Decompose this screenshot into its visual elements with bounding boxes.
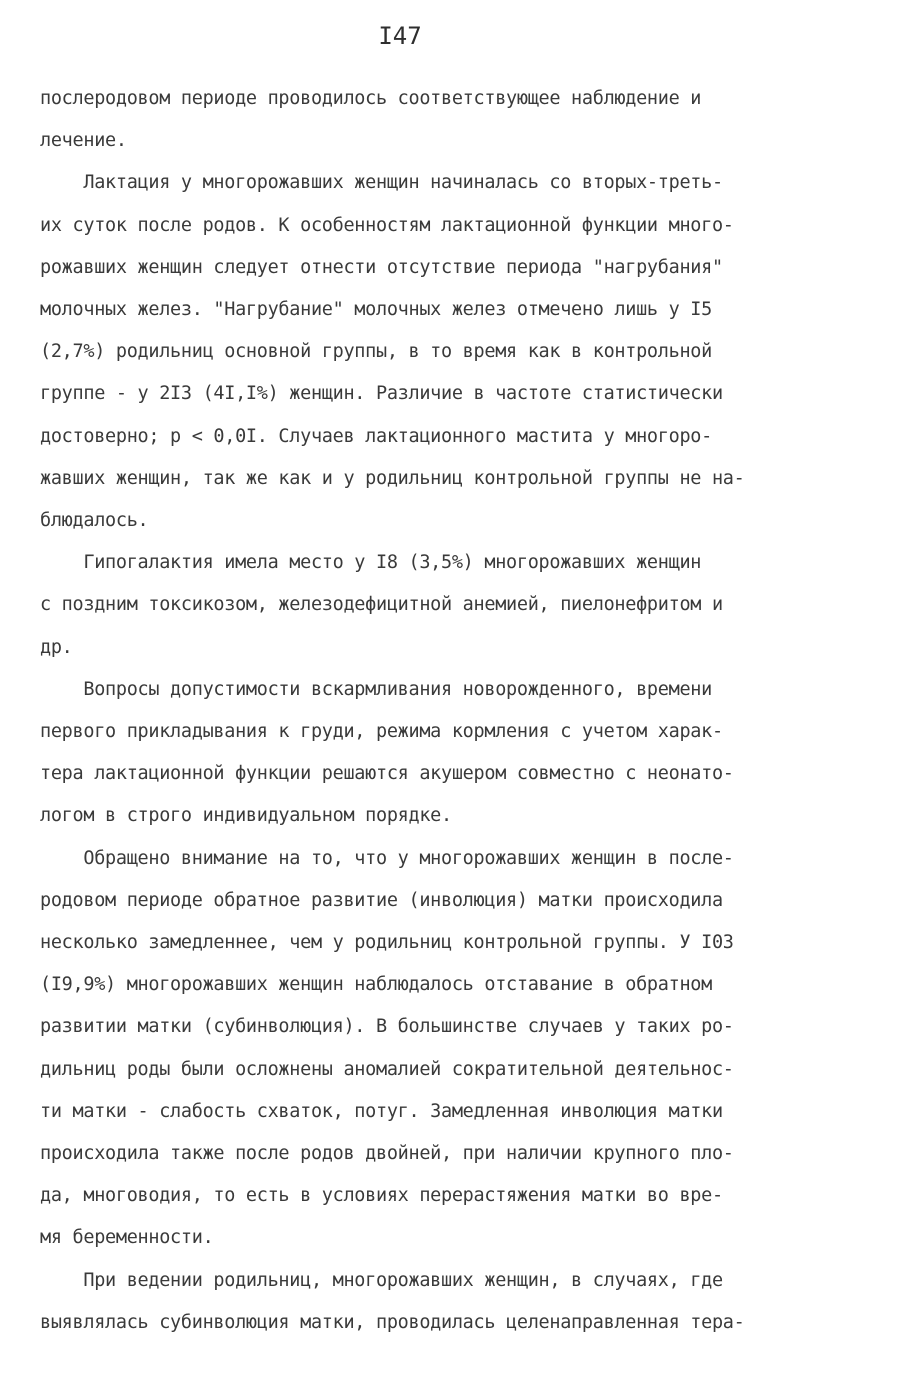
text-line: развитии матки (субинволюция). В большинстве случаев у таких ро- [40, 1016, 734, 1038]
text-line: выявлялась субинволюция матки, проводилась целенаправленная тера- [40, 1311, 745, 1333]
text-line: первого прикладывания к груди, режима кормления с учетом харак- [40, 721, 723, 742]
text-line: Лактация у многорожавших женщин начиналась со вторых-треть- [40, 172, 723, 194]
text-line: Гипогалактия имела место у I8 (3,5%) многорожавших женщин [40, 552, 702, 574]
text-line: Вопросы допустимости вскармливания новорожденного, времени [40, 678, 712, 700]
text-line: рожавших женщин следует отнести отсутствие периода "нагрубания" [40, 256, 723, 278]
text-line: жавших женщин, так же как и у родильниц контрольной группы не на- [40, 467, 745, 489]
text-line: с поздним токсикозом, железодефицитной анемией, пиелонефритом и [40, 594, 723, 616]
text-line: происходила также после родов двойней, при наличии крупного пло- [40, 1143, 734, 1164]
text-line: лечение. [40, 130, 127, 152]
text-line: (I9,9%) многорожавших женщин наблюдалось отставание в обратном [40, 974, 712, 996]
text-line: несколько замедленнее, чем у родильниц контрольной группы. У I03 [40, 932, 734, 953]
text-line: мя беременности. [40, 1227, 214, 1249]
text-line: При ведении родильниц, многорожавших женщин, в случаях, где [40, 1269, 723, 1291]
text-line: их суток после родов. К особенностям лактационной функции много- [40, 214, 734, 236]
text-line: тера лактационной функции решаются акушером совместно с неонато- [40, 763, 734, 785]
text-line: да, многоводия, то есть в условиях перерастяжения матки во вре- [40, 1185, 723, 1207]
text-line: группе - у 2I3 (4I,I%) женщин. Различие в частоте статистически [40, 383, 723, 405]
text-line: Обращено внимание на то, что у многорожавших женщин в после- [40, 847, 734, 869]
text-line: логом в строго индивидуальном порядке. [40, 805, 452, 827]
text-line: (2,7%) родильниц основной группы, в то время как в контрольной [40, 341, 712, 363]
text-line: дильниц роды были осложнены аномалией сократительной деятельнос- [40, 1058, 734, 1080]
text-line: др. [40, 636, 73, 658]
text-line: родовом периоде обратное развитие (инволюция) матки происходила [40, 889, 723, 911]
text-line: молочных желез. "Нагрубание" молочных желез отмечено лишь у I5 [40, 299, 712, 320]
text-line: достоверно; р < 0,0I. Случаев лактационного мастита у многоро- [40, 425, 712, 447]
text-line: ти матки - слабость схваток, потуг. Замедленная инволюция матки [40, 1100, 723, 1122]
page-number: I47 [378, 22, 422, 50]
text-line: блюдалось. [40, 510, 149, 531]
text-line: послеродовом периоде проводилось соответствующее наблюдение и [40, 88, 702, 109]
